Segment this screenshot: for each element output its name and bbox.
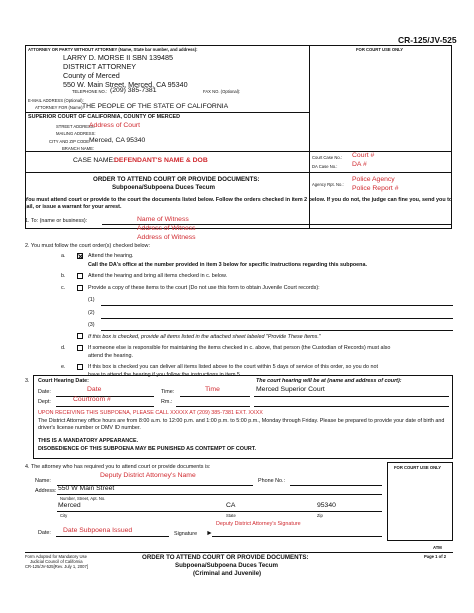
- item2-d-text-2: attend the hearing.: [88, 353, 133, 359]
- office-hours-text: The District Attorney office hours are from 8:00 a.m. to 12:00 p.m. and 1:00 p.m. to 5:00 p.m., Monday through Friday. Please be prepared to provide your date of birth and driver's license number or DMV ID number.: [38, 418, 445, 431]
- date-label: Date:: [38, 389, 51, 395]
- attorney-for-label: ATTORNEY FOR (Name):: [35, 105, 84, 110]
- court-use-label: FOR COURT USE ONLY: [356, 47, 404, 52]
- street-label: STREET ADDRESS:: [56, 124, 95, 129]
- witness-name: Name of Witness: [137, 216, 189, 223]
- item2-a-text: Attend the hearing.: [88, 253, 134, 259]
- attorney-state-value: CA: [226, 502, 236, 509]
- witness-address-2: Address of Witness: [137, 234, 196, 241]
- case-name-label: CASE NAME:: [73, 157, 115, 164]
- item2-e-label: e.: [61, 364, 66, 370]
- bring-items-checkbox[interactable]: [77, 273, 83, 279]
- mailing-label: MAILING ADDRESS:: [56, 131, 96, 136]
- attorney-address-value: 550 W Main Street: [58, 485, 115, 492]
- item-2-number: (2): [88, 310, 95, 316]
- item3-number: 3.: [25, 378, 30, 384]
- hearing-time-value: Time: [205, 386, 220, 393]
- phone-label: Phone No.:: [258, 478, 285, 484]
- zip-sublabel: Zip: [317, 513, 323, 518]
- da-case-value: DA #: [352, 161, 367, 168]
- attorney-name: LARRY D. MORSE II SBN 139485: [63, 53, 173, 62]
- check-x-icon: [78, 254, 83, 259]
- street-value: Address of Court: [89, 122, 140, 129]
- hearing-date-value: Date: [87, 386, 102, 393]
- city-value: Merced, CA 95340: [89, 137, 146, 144]
- case-name-value: DEFENDANT'S NAME & DOB: [114, 157, 208, 164]
- deliver-items-checkbox[interactable]: [77, 364, 83, 370]
- city-sublabel: City: [60, 513, 68, 518]
- page-number: Page 1 of 2: [424, 554, 447, 559]
- item-3-number: (3): [88, 322, 95, 328]
- court-name: Merced Superior Court: [256, 386, 325, 393]
- item2-d-text-1: If someone else is responsible for maintaining the items checked in c. above, that person (the Custodian of Records) must also: [88, 345, 391, 351]
- attorney-for-value: THE PEOPLE OF THE STATE OF CALIFORNIA: [82, 103, 229, 110]
- telephone-value: (209) 385-7381: [110, 87, 157, 94]
- attorney-zip-value: 95340: [317, 502, 336, 509]
- item1-label: 1. To: (name or business):: [25, 218, 88, 224]
- attached-sheet-checkbox[interactable]: [77, 333, 83, 339]
- court-use-box-2: [387, 462, 453, 541]
- fax-label: FAX NO. (Optional):: [203, 89, 241, 94]
- attend-hearing-checkbox[interactable]: [77, 253, 83, 259]
- signature-value: Deputy District Attorney's Signature: [216, 521, 301, 527]
- provide-copy-checkbox[interactable]: [77, 285, 83, 291]
- footer-center-3: (Criminal and Juvenile): [193, 570, 262, 577]
- attorney-city-value: Merced: [58, 502, 81, 509]
- item2-e-text-1: If this box is checked you can deliver all items listed above to the court within 5 days of service of this order, so you do not: [88, 364, 379, 370]
- street-sublabel: Number, Street, Apt. No.: [60, 496, 106, 501]
- item2-c-text: Provide a copy of these items to the court (Do not use this form to obtain Juvenile Court records):: [88, 285, 320, 291]
- item-1-number: (1): [88, 297, 95, 303]
- footer-left-1: Form Adopted for Mandatory Use: [25, 554, 87, 559]
- item2-b-label: b.: [61, 273, 66, 279]
- item2-b-text: Attend the hearing and bring all items checked in c. below.: [88, 273, 228, 279]
- mandatory-text-2: DISOBEDIENCE OF THIS SUBPOENA MAY BE PUNISHED AS CONTEMPT OF COURT.: [38, 446, 256, 452]
- footer-left-3: CR-125/JV-525[Rev. July 1, 2007]: [25, 564, 89, 569]
- dept-label: Dept:: [38, 399, 51, 405]
- item2-a-label: a.: [61, 253, 66, 259]
- attorney-address: 550 W. Main Street, Merced, CA 95340: [63, 80, 188, 89]
- footer-center-1: ORDER TO ATTEND COURT OR PROVIDE DOCUMENTS:: [142, 554, 309, 561]
- attorney-county: County of Merced: [63, 71, 120, 80]
- agency-value-2: Police Report #: [352, 185, 399, 192]
- form-id: CR-125/JV-525: [398, 35, 457, 45]
- witness-address-1: Address of Witness: [137, 225, 196, 232]
- court-label: SUPERIOR COURT OF CALIFORNIA, COUNTY OF MERCED: [28, 114, 181, 120]
- item-1-line[interactable]: [101, 305, 453, 306]
- branch-label: BRANCH NAME:: [62, 146, 95, 151]
- attorney-name-label: Name:: [35, 478, 51, 484]
- footer-center-2: Subpoena/Subpoena Duces Tecum: [175, 562, 279, 569]
- city-label: CITY AND ZIP CODE:: [49, 139, 91, 144]
- agency-value-1: Police Agency: [352, 176, 395, 183]
- custodian-checkbox[interactable]: [77, 345, 83, 351]
- rm-label: Rm.:: [161, 399, 173, 405]
- item2-label: 2. You must follow the court order(s) checked below:: [25, 243, 150, 249]
- issued-date-label: Date:: [38, 530, 51, 536]
- atm-label: ATM: [433, 545, 442, 550]
- dept-value: Courtroom #: [73, 396, 111, 403]
- attorney-label: ATTORNEY OR PARTY WITHOUT ATTORNEY (Name, State bar number, and address):: [28, 47, 198, 52]
- item4-label: 4. The attorney who has required you to attend court or provide documents is:: [25, 464, 211, 470]
- issued-date-value: Date Subpoena Issued: [63, 527, 133, 534]
- court-case-value: Court #: [352, 152, 375, 159]
- item2-c-label: c.: [61, 285, 66, 291]
- court-use-label-2: FOR COURT USE ONLY: [394, 465, 442, 470]
- upon-receiving-text: UPON RECEIVING THIS SUBPOENA, PLEASE CALL XXXXX AT (209) 385-7381 EXT. XXXX: [38, 410, 263, 416]
- agency-label: Agency Rpt. No.:: [312, 182, 344, 187]
- mandatory-text-1: THIS IS A MANDATORY APPEARANCE.: [38, 438, 139, 444]
- telephone-label: TELEPHONE NO.:: [72, 89, 108, 94]
- item2-e-text-2: have to attend the hearing if you follow the instructions in item 5.: [88, 372, 242, 378]
- attorney-name-value: Deputy District Attorney's Name: [100, 472, 196, 479]
- attorney-address-label: Address:: [35, 488, 57, 494]
- item2-a-call: Call the DA's office at the number provided in item 3 below for specific instructions regarding this subpoena.: [88, 262, 367, 268]
- intro-text: You must attend court or provide to the court the documents listed below. Follow the orders checked in item 2 below. If you do not, the judge can fine you, send you to jail, or issue a warrant for your arrest.: [25, 197, 453, 210]
- email-label: E-MAIL ADDRESS (Optional):: [28, 98, 84, 103]
- footer-left-2: Judicial Council of California: [30, 559, 83, 564]
- hearing-date-label: Court Hearing Date:: [38, 378, 89, 384]
- attached-sheet-text: If this box is checked, provide all items listed in the attached sheet labeled "Provide These Items.": [88, 334, 321, 340]
- time-label: Time:: [161, 389, 175, 395]
- item-3-line[interactable]: [101, 330, 453, 331]
- item2-d-label: d.: [61, 345, 66, 351]
- da-case-label: DA Case No.:: [312, 164, 338, 169]
- attorney-title: DISTRICT ATTORNEY: [63, 62, 137, 71]
- court-address-label: The court hearing will be at (name and address of court):: [256, 378, 402, 384]
- state-sublabel: State: [226, 513, 236, 518]
- court-case-label: Court Case No.:: [312, 155, 343, 160]
- order-title-1: ORDER TO ATTEND COURT OR PROVIDE DOCUMENTS:: [93, 176, 260, 183]
- signature-line[interactable]: [212, 536, 382, 537]
- item-2-line[interactable]: [101, 318, 453, 319]
- signature-label: Signature: [174, 531, 198, 537]
- signature-arrow-icon: ►: [206, 530, 213, 537]
- order-title-2: Subpoena/Subpoena Duces Tecum: [112, 184, 216, 191]
